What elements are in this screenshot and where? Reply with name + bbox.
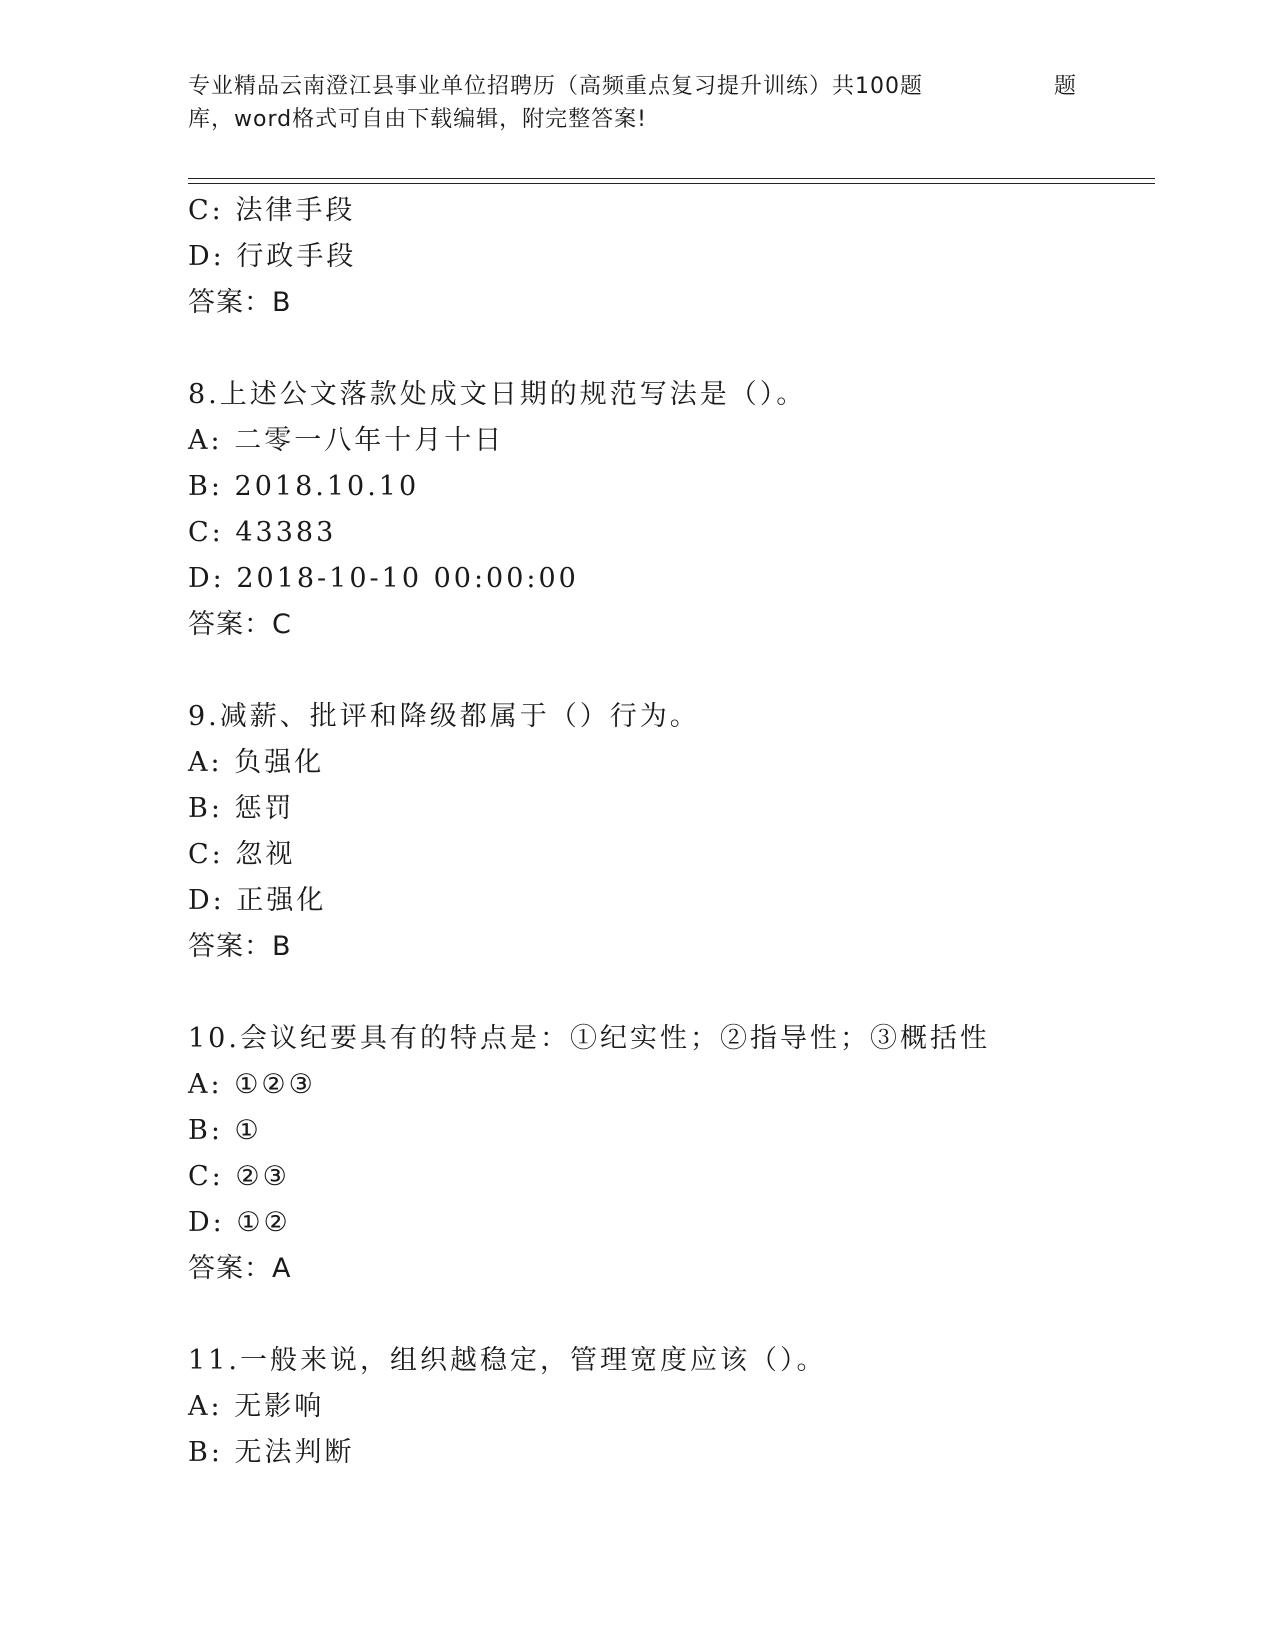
option-text: 负强化 — [234, 747, 325, 778]
answer-line: 答案：A — [188, 1253, 292, 1284]
option-c — [188, 1154, 1148, 1200]
option-text: 正强化 — [236, 885, 327, 916]
question-stem: 9.减薪、批评和降级都属于（）行为。 — [188, 701, 700, 732]
option-text: 43383 — [235, 517, 337, 548]
question-stem: 10.会议纪要具有的特点是：①纪实性；②指导性；③概括性 — [188, 1023, 990, 1054]
spacer — [188, 326, 1148, 372]
option-label: D: — [188, 1207, 225, 1238]
option-label: A: — [188, 1069, 223, 1100]
option-label: C: — [188, 1161, 224, 1192]
option-b — [188, 1108, 1148, 1154]
option-a — [188, 1062, 1148, 1108]
option-a — [188, 418, 1148, 464]
page-header — [188, 70, 1093, 136]
option-d — [188, 556, 1148, 602]
option-label: D: — [188, 241, 225, 272]
option-text: 忽视 — [235, 839, 296, 870]
option-text: 法律手段 — [235, 195, 356, 226]
option-text: ① — [234, 1115, 262, 1146]
option-label: D: — [188, 563, 225, 594]
option-text: ①②③ — [234, 1069, 316, 1100]
option-c — [188, 188, 1148, 234]
header-divider-bottom — [188, 183, 1155, 184]
option-text: ①② — [236, 1207, 291, 1238]
option-a — [188, 1384, 1148, 1430]
option-c — [188, 510, 1148, 556]
option-text: 2018.10.10 — [234, 471, 420, 502]
spacer — [188, 648, 1148, 694]
option-b — [188, 1430, 1148, 1476]
option-a — [188, 740, 1148, 786]
question-stem: 11.一般来说，组织越稳定，管理宽度应该（）。 — [188, 1345, 827, 1376]
header-title: 专业精品云南澄江县事业单位招聘历（高频重点复习提升训练）共100题 — [188, 74, 923, 99]
option-label: A: — [188, 425, 223, 456]
option-text: ②③ — [235, 1161, 290, 1192]
option-d — [188, 234, 1148, 280]
answer-line: 答案：B — [188, 287, 292, 318]
option-text: 无影响 — [234, 1391, 325, 1422]
spacer — [188, 970, 1148, 1016]
option-d — [188, 1200, 1148, 1246]
option-label: C: — [188, 195, 224, 226]
option-text: 行政手段 — [236, 241, 357, 272]
spacer — [188, 1292, 1148, 1338]
option-label: A: — [188, 747, 223, 778]
header-title-tail: 题 — [1054, 74, 1078, 99]
option-text: 惩罚 — [234, 793, 295, 824]
header-line-2: 库，word格式可自由下载编辑，附完整答案! — [188, 107, 647, 132]
question-stem: 8.上述公文落款处成文日期的规范写法是（）。 — [188, 379, 807, 410]
option-label: C: — [188, 839, 224, 870]
option-label: A: — [188, 1391, 223, 1422]
answer-line: 答案：B — [188, 931, 292, 962]
question-list — [188, 188, 1148, 1476]
option-d — [188, 878, 1148, 924]
header-line-1 — [188, 70, 1093, 103]
option-b — [188, 786, 1148, 832]
option-c — [188, 832, 1148, 878]
option-label: B: — [188, 471, 223, 502]
option-text: 二零一八年十月十日 — [234, 425, 505, 456]
option-text: 2018-10-10 00:00:00 — [236, 563, 579, 594]
option-label: B: — [188, 1437, 223, 1468]
option-text: 无法判断 — [234, 1437, 355, 1468]
option-label: D: — [188, 885, 225, 916]
option-label: B: — [188, 793, 223, 824]
option-label: C: — [188, 517, 224, 548]
header-divider-top — [188, 178, 1155, 179]
option-label: B: — [188, 1115, 223, 1146]
answer-line: 答案：C — [188, 609, 292, 640]
option-b — [188, 464, 1148, 510]
